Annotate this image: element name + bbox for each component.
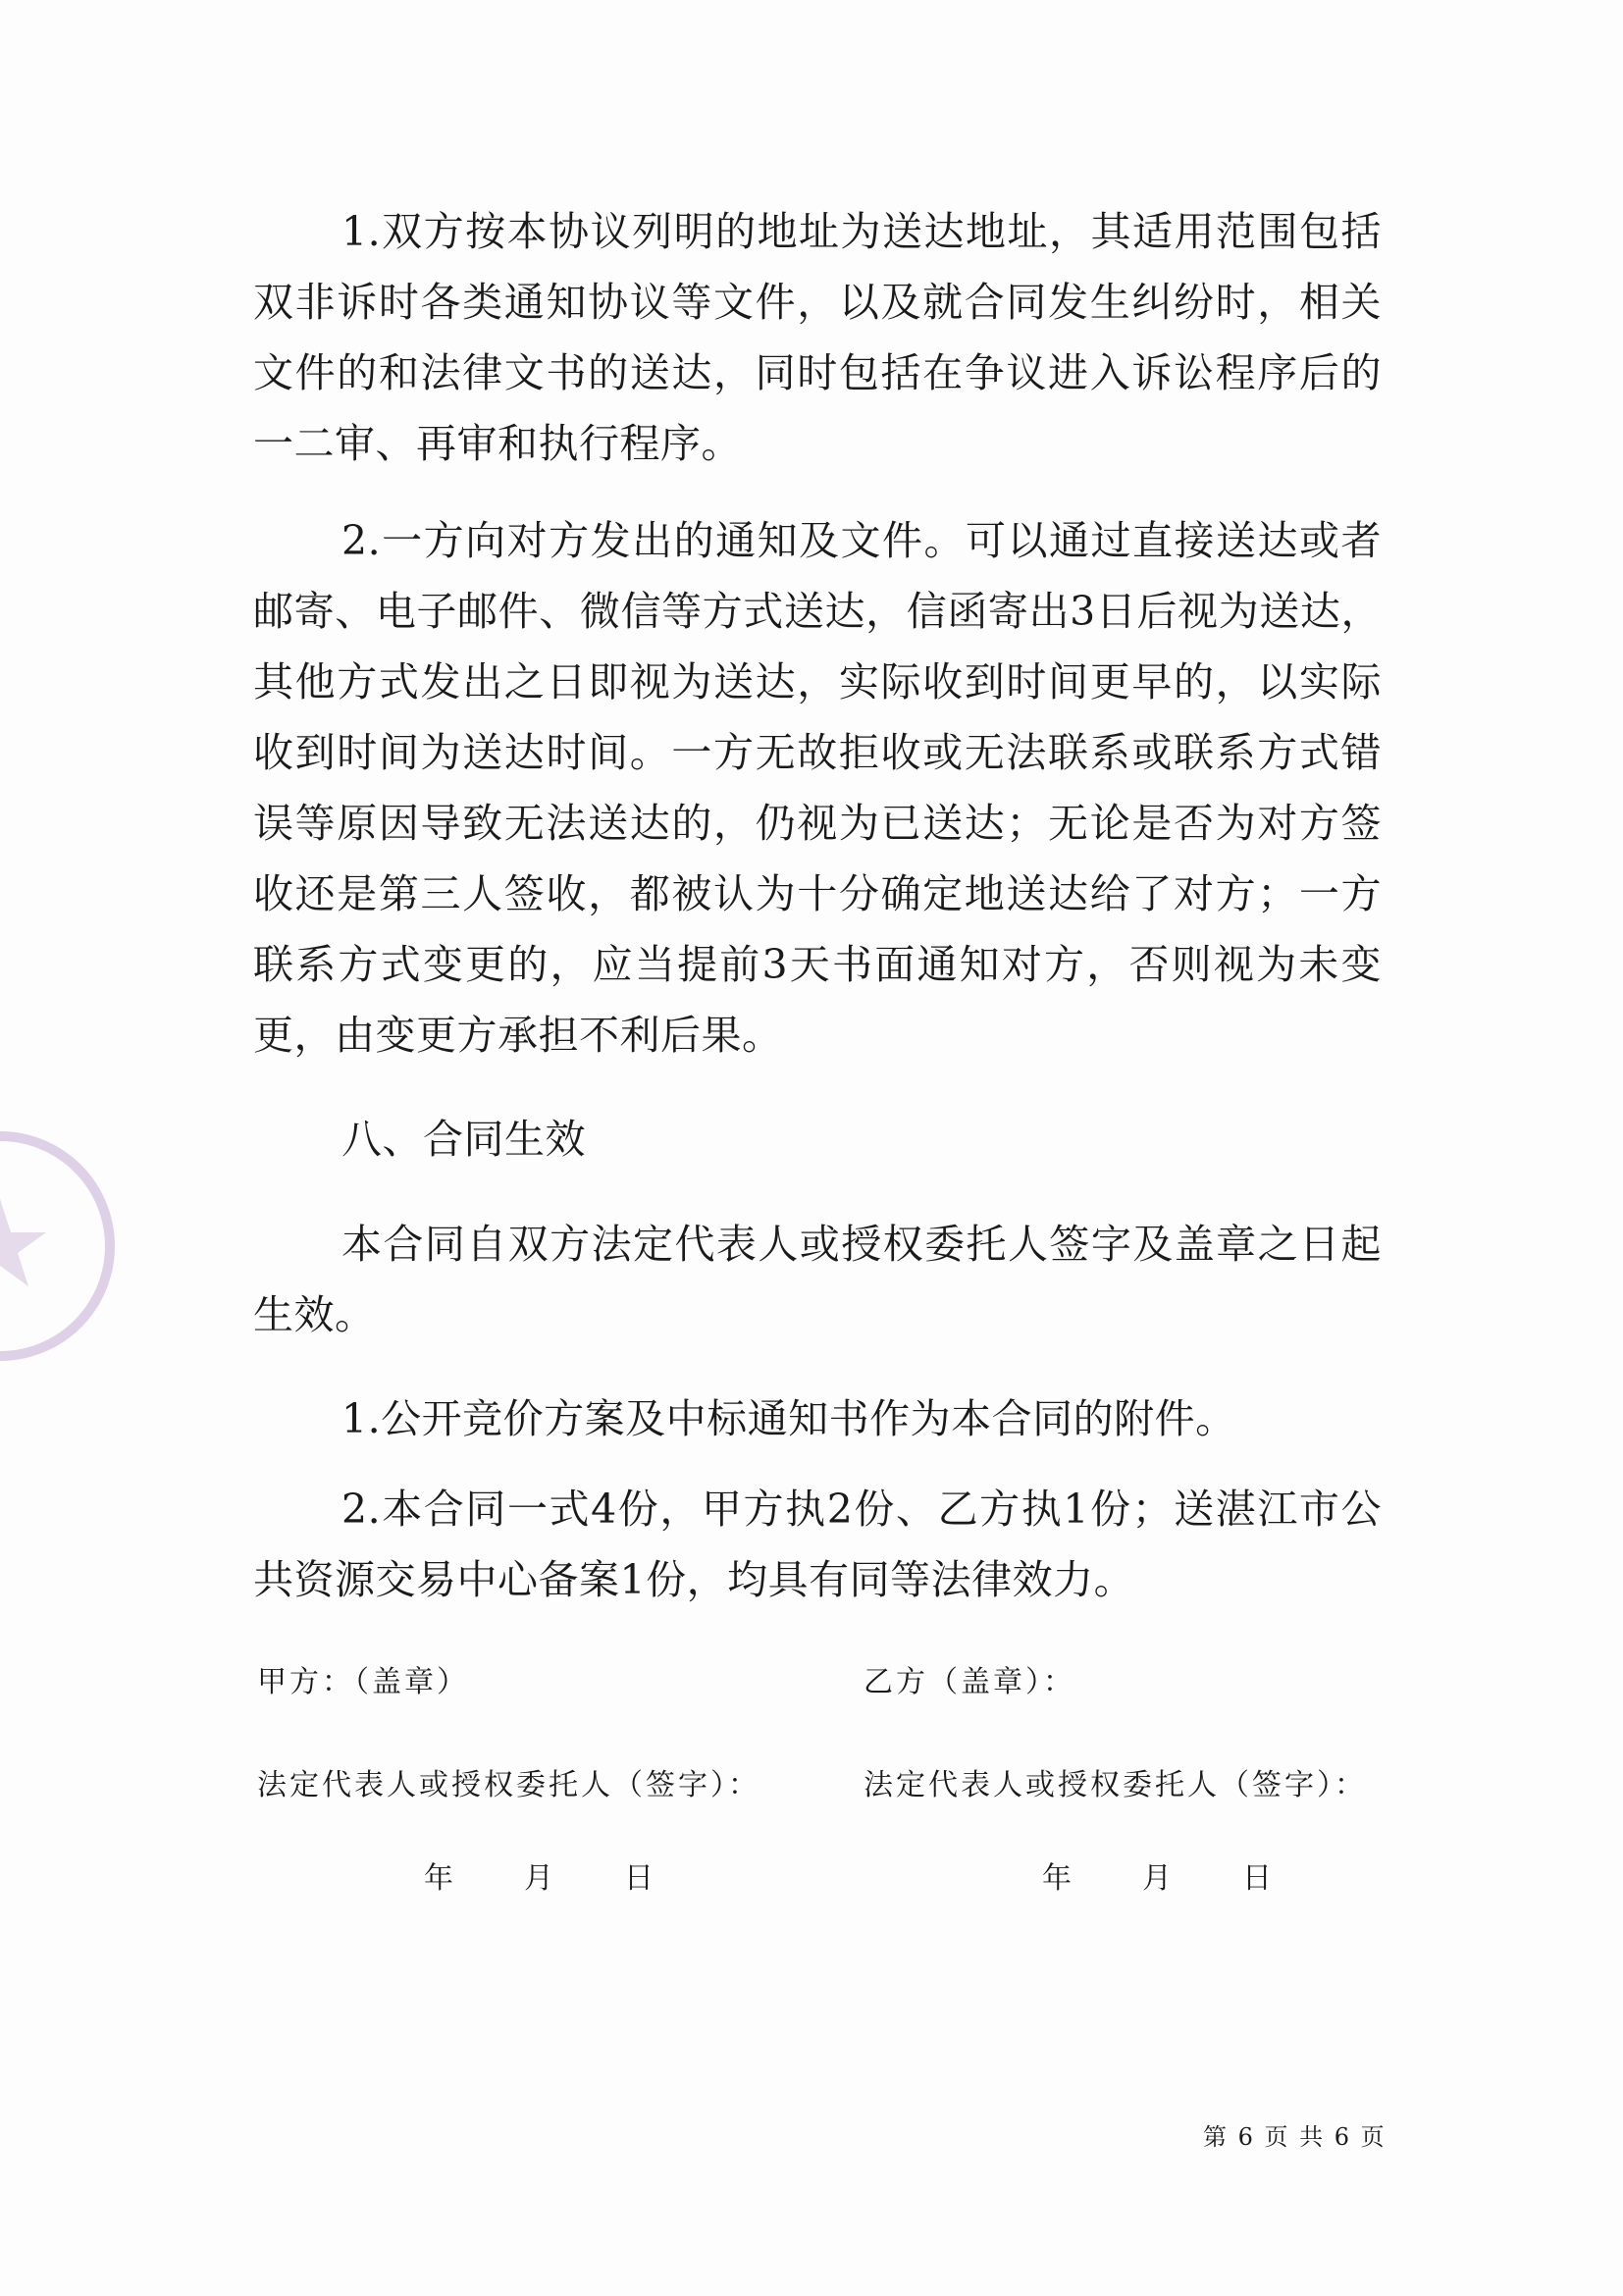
- clause-delivery-scope: [253, 196, 1382, 479]
- clause-attachments: [253, 1383, 1382, 1454]
- date-year-label: 年: [1042, 1861, 1072, 1896]
- clause-effectiveness: [253, 1209, 1382, 1350]
- date-day-label: 日: [1242, 1861, 1272, 1896]
- party-b-seal-label: 乙方（盖章）：: [864, 1665, 1075, 1699]
- section-heading-effectiveness: [253, 1104, 1382, 1174]
- date-month-label: 月: [1142, 1861, 1172, 1896]
- party-a-date-line: [424, 1859, 654, 1899]
- partial-seal-stamp-icon: [0, 1089, 118, 1403]
- date-day-label: 日: [624, 1861, 654, 1896]
- party-a-seal-label: 甲方：（盖章）: [257, 1665, 469, 1699]
- paragraph-text: 1.公开竞价方案及中标通知书作为本合同的附件。: [341, 1395, 1236, 1442]
- party-a-representative-label: 法定代表人或授权委托人（签字）：: [257, 1768, 760, 1802]
- page-number: 第 6 页 共 6 页: [1203, 2123, 1387, 2151]
- paragraph-text: 2.一方向对方发出的通知及文件。可以通过直接送达或者邮寄、电子邮件、微信等方式送达，信函寄出3日后视为送达，其他方式发出之日即视为送达，实际收到时间更早的，以实际收到时间为送达时间。一方无故拒收或无法联系或联系方式错误等原因导致无法送达的，仍视为已送达；无论是否为对方签收还是第三人签收，都被认为十分确定地送达给了对方；一方联系方式变更的，应当提前3天书面通知对方，否则视为未变更，由变更方承担不利后果。: [253, 517, 1382, 1059]
- party-b-date-line: [1042, 1859, 1272, 1899]
- section-heading: 八、合同生效: [341, 1116, 586, 1163]
- date-month-label: 月: [524, 1861, 553, 1896]
- date-year-label: 年: [424, 1861, 453, 1896]
- paragraph-text: 本合同自双方法定代表人或授权委托人签字及盖章之日起生效。: [253, 1221, 1382, 1338]
- paragraph-text: 1.双方按本协议列明的地址为送达地址，其适用范围包括双非诉时各类通知协议等文件，以及就合同发生纠纷时，相关文件的和法律文书的送达，同时包括在争议进入诉讼程序后的一二审、再审和执行程序。: [253, 208, 1382, 467]
- clause-delivery-method: [253, 505, 1382, 1070]
- party-b-representative-label: 法定代表人或授权委托人（签字）：: [864, 1768, 1367, 1802]
- paragraph-text: 2.本合同一式4份，甲方执2份、乙方执1份；送湛江市公共资源交易中心备案1份，均具有同等法律效力。: [253, 1486, 1382, 1603]
- clause-copies: [253, 1474, 1382, 1615]
